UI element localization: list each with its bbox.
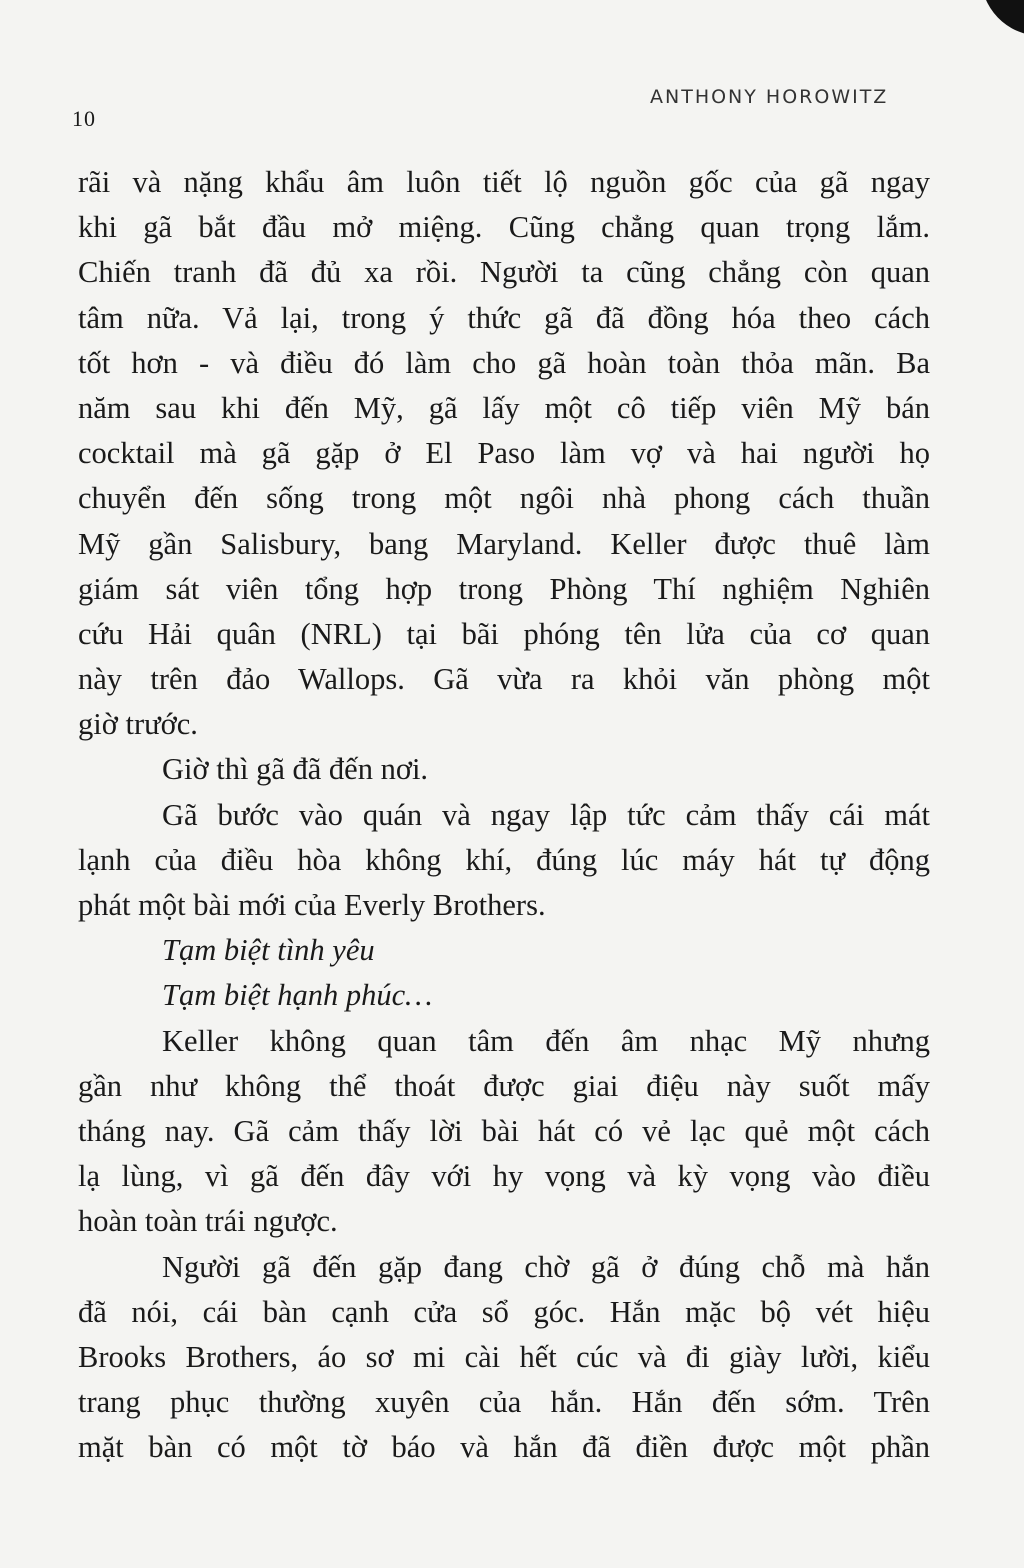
text-line: khi gã bắt đầu mở miệng. Cũng chẳng quan trọng lắm. bbox=[78, 210, 930, 245]
text-line: hoàn toàn trái ngược. bbox=[78, 1204, 338, 1239]
text-line: lạ lùng, vì gã đến đây với hy vọng và kỳ vọng vào điều bbox=[78, 1159, 930, 1194]
body-text bbox=[78, 160, 930, 1470]
text-line: tháng nay. Gã cảm thấy lời bài hát có vẻ lạc quẻ một cách bbox=[78, 1113, 930, 1148]
text-line: cocktail mà gã gặp ở El Paso làm vợ và hai người họ bbox=[78, 436, 930, 471]
text-line: phát một bài mới của Everly Brothers. bbox=[78, 888, 546, 922]
text-line: lạnh của điều hòa không khí, đúng lúc máy hát tự động bbox=[78, 842, 930, 877]
text-line: mặt bàn có một tờ báo và hắn đã điền được một phần bbox=[78, 1430, 930, 1465]
text-line: này trên đảo Wallops. Gã vừa ra khỏi văn phòng một bbox=[78, 662, 930, 697]
text-line: giám sát viên tổng hợp trong Phòng Thí nghiệm Nghiên bbox=[78, 571, 930, 606]
page-number: 10 bbox=[72, 106, 96, 131]
lyric-line: Tạm biệt tình yêu bbox=[162, 933, 375, 968]
text-line: tâm nữa. Vả lại, trong ý thức gã đã đồng hóa theo cách bbox=[78, 300, 930, 335]
text-line: Mỹ gần Salisbury, bang Maryland. Keller được thuê làm bbox=[78, 526, 930, 561]
text-line: rãi và nặng khẩu âm luôn tiết lộ nguồn gốc của gã ngay bbox=[78, 165, 930, 199]
text-line: chuyển đến sống trong một ngôi nhà phong cách thuần bbox=[78, 481, 930, 516]
text-line: Keller không quan tâm đến âm nhạc Mỹ nhưng bbox=[162, 1023, 930, 1058]
page-corner-shadow bbox=[965, 0, 1024, 42]
text-line: đã nói, cái bàn cạnh cửa sổ góc. Hắn mặc bộ vét hiệu bbox=[78, 1294, 930, 1329]
text-line: Brooks Brothers, áo sơ mi cài hết cúc và đi giày lười, kiểu bbox=[78, 1339, 930, 1374]
text-line: tốt hơn - và điều đó làm cho gã hoàn toàn thỏa mãn. Ba bbox=[78, 345, 930, 380]
text-line: gần như không thể thoát được giai điệu này suốt mấy bbox=[78, 1068, 930, 1103]
text-line: cứu Hải quân (NRL) tại bãi phóng tên lửa của cơ quan bbox=[78, 616, 930, 651]
running-head: ANTHONY HOROWITZ bbox=[650, 86, 889, 108]
text-line: Chiến tranh đã đủ xa rồi. Người ta cũng chẳng còn quan bbox=[78, 255, 930, 290]
text-line: Gã bước vào quán và ngay lập tức cảm thấy cái mát bbox=[162, 797, 930, 832]
text-line: trang phục thường xuyên của hắn. Hắn đến sớm. Trên bbox=[78, 1385, 930, 1420]
text-line: giờ trước. bbox=[78, 707, 198, 742]
text-line: Người gã đến gặp đang chờ gã ở đúng chỗ mà hắn bbox=[162, 1249, 930, 1284]
text-line: Giờ thì gã đã đến nơi. bbox=[162, 752, 429, 787]
lyric-line: Tạm biệt hạnh phúc… bbox=[162, 978, 433, 1013]
text-line: năm sau khi đến Mỹ, gã lấy một cô tiếp viên Mỹ bán bbox=[78, 390, 930, 425]
